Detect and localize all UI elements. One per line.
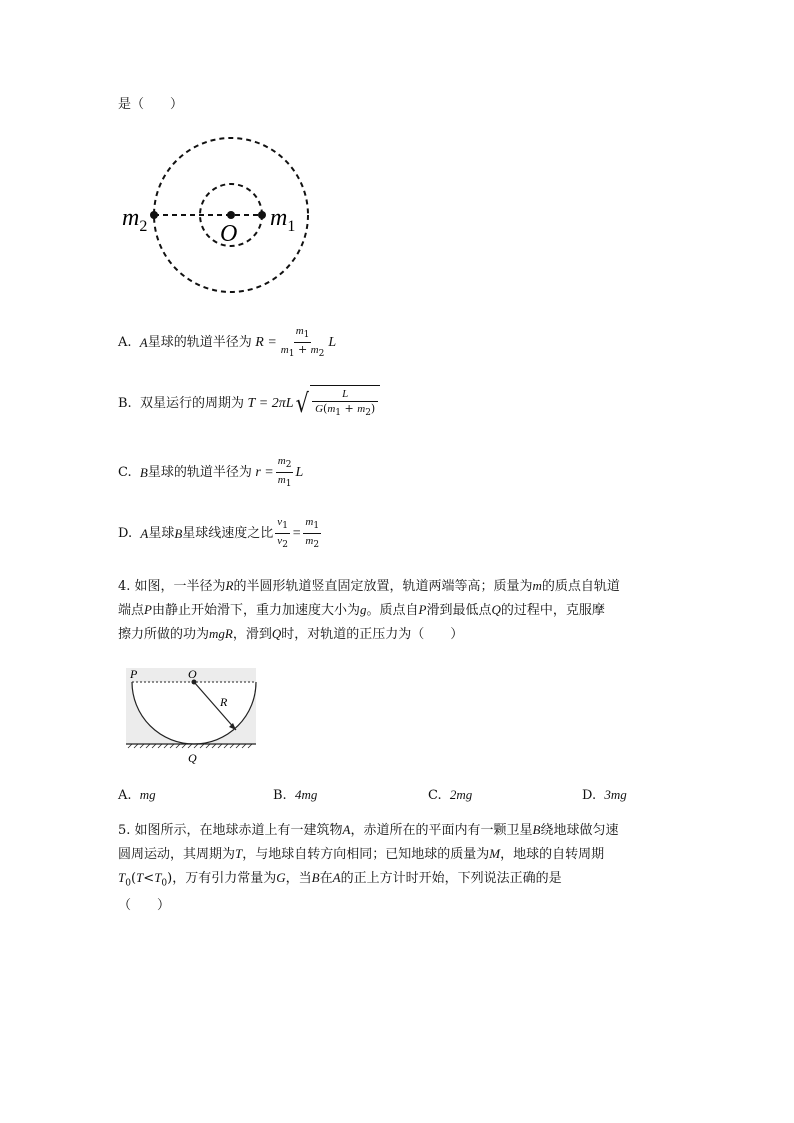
q5-line-2: 圆周运动，其周期为T，与地球自转方向相同；已知地球的质量为M，地球的自转周期 [118,846,605,862]
label-r: R [220,695,228,709]
q4-line-2: 端点P由静止开始滑下，重力加速度大小为g。质点自P滑到最低点Q的过程中，克服摩 [118,602,605,618]
formula-a: R = [251,334,277,350]
q5-line-4: （ ） [118,898,171,913]
label-m1: $m_1$ [270,205,296,235]
binary-star-figure [110,130,330,302]
formula-d: $\frac{v_1}{v_2}$ [277,516,288,551]
q3-option-a[interactable]: A. A 星球的轨道半径为 R = $\frac{m_1}{m_1 + m_2}$ L [118,325,337,360]
q3-option-d[interactable]: D. A 星球 B 星球线速度之比 $\frac{v_1}{v_2}$ = $\frac{m_1}{m_2}$ [118,516,320,551]
q5-line-1: 5. 如图所示，在地球赤道上有一建筑物A，赤道所在的平面内有一颗卫星B绕地球做匀速 [118,822,619,838]
label-o: O [220,221,238,247]
star-m2-dot [150,211,158,219]
q5-line-3: $T_0(T<T_0)$，万有引力常量为G，当B在A的正上方计时开始，下列说法正确的是 [118,870,562,889]
label-q: Q [188,751,197,765]
semicircle-track-figure [118,662,258,766]
label-o: O [188,667,197,681]
q4-option-b[interactable]: B. 4mg [273,787,318,803]
center-o-dot [227,211,235,219]
q3-option-c[interactable]: C. B 星球的轨道半径为 r = $\frac{m_2}{m_1}$ L [118,455,304,490]
q4-option-a[interactable]: A. mg [118,787,156,803]
star-m1-dot [258,211,266,219]
formula-b: T = 2πL [243,396,294,411]
label-p: P [130,667,138,681]
question-3-tail: 是（ ） [118,97,184,112]
formula-c: r = [251,464,274,480]
q3-option-b[interactable]: B. 双星运行的周期为 T = 2πL √ $\frac{L}{G(m_1 + m_2)}$ [118,385,380,423]
label-m2: $m_2$ [122,205,148,235]
q4-line-1: 4. 如图，一半径为R的半圆形轨道竖直固定放置，轨道两端等高；质量为m的质点自轨道 [118,578,620,594]
q4-line-3: 擦力所做的功为mgR，滑到Q时，对轨道的正压力为（ ） [118,626,464,642]
q4-option-d[interactable]: D. 3mg [582,787,627,803]
q4-option-c[interactable]: C. 2mg [428,787,473,803]
